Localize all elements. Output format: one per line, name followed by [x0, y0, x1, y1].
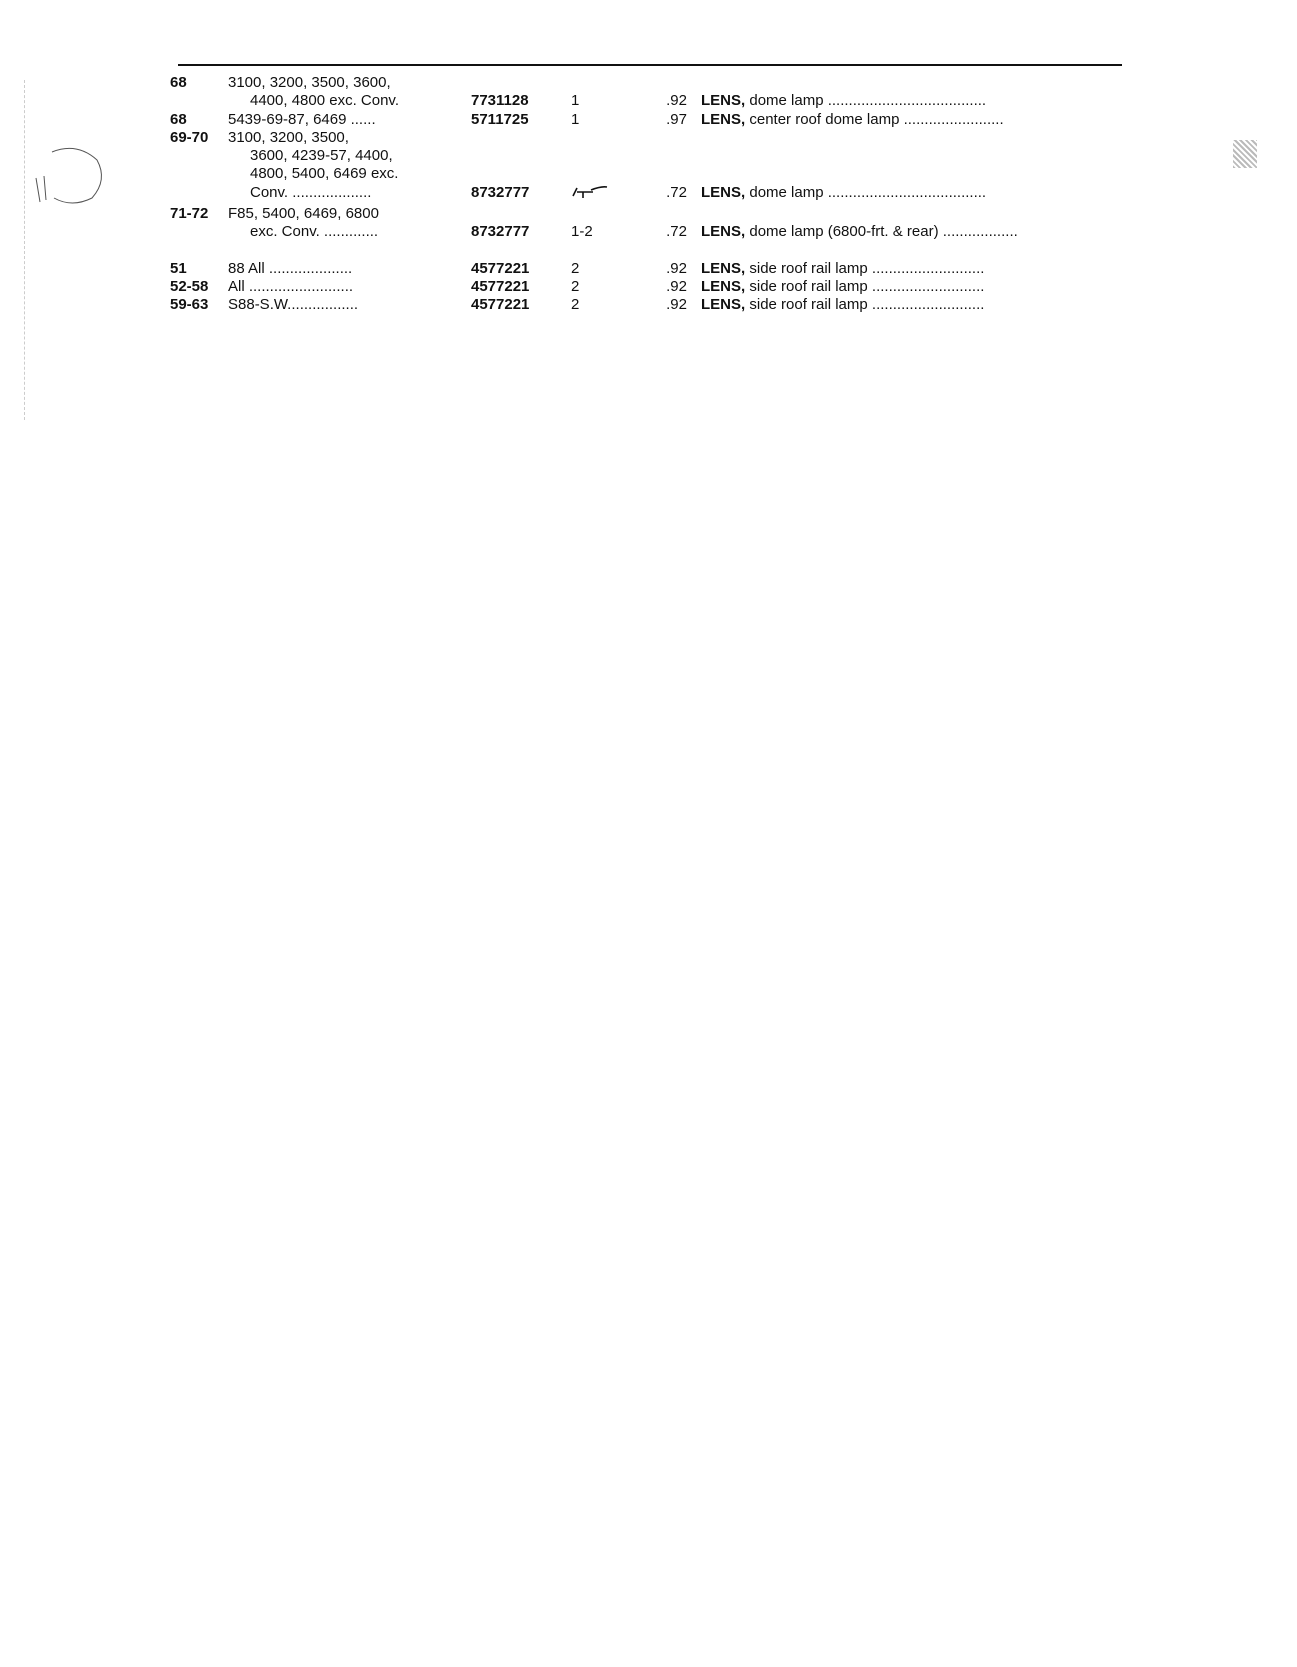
- table-row: [170, 129, 1122, 147]
- part-number-cell: 7731128: [471, 92, 529, 110]
- table-row: [170, 296, 1122, 314]
- description-name: LENS,: [701, 277, 746, 295]
- part-number-cell: [471, 147, 571, 165]
- description-cell: [701, 184, 1122, 205]
- description-text: side roof rail lamp ...........................: [745, 277, 985, 295]
- description-name: LENS,: [701, 183, 746, 201]
- description-cell: [701, 129, 1122, 147]
- quantity-cell: 2: [571, 296, 580, 314]
- quantity-cell: [571, 205, 633, 223]
- price-cell: [633, 74, 701, 92]
- binder-hole-mark: [22, 140, 112, 210]
- year-cell: [170, 165, 228, 183]
- price-cell: .72: [666, 183, 687, 201]
- top-rule: [178, 64, 1122, 66]
- price-cell: .92: [666, 259, 687, 277]
- table-row: [170, 260, 1122, 278]
- quantity-cell: [571, 129, 633, 147]
- edge-speckle: [1233, 140, 1257, 168]
- application-cell: 5439-69-87, 6469 ......: [228, 110, 376, 128]
- table-row: [170, 92, 1122, 110]
- part-number-cell: 4577221: [471, 296, 530, 314]
- price-cell: .92: [666, 277, 687, 295]
- part-number-cell: 8732777: [471, 183, 530, 201]
- description-name: LENS,: [701, 110, 746, 128]
- table-row: [170, 205, 1122, 223]
- quantity-cell: 1: [571, 110, 580, 128]
- part-number-cell: [471, 74, 571, 92]
- description-text: dome lamp ......................................: [745, 183, 987, 201]
- part-number-cell: [471, 129, 571, 147]
- price-cell: [633, 129, 701, 147]
- description-text: center roof dome lamp ........................: [745, 110, 1004, 128]
- description-cell: [701, 278, 1122, 296]
- price-cell: [633, 205, 701, 223]
- part-number-cell: [471, 205, 571, 223]
- year-cell: 71-72: [170, 205, 209, 223]
- table-row: [170, 165, 1122, 183]
- table-row: [170, 111, 1122, 129]
- parts-table: [170, 74, 1122, 315]
- application-cell: 4400, 4800 exc. Conv.: [250, 92, 399, 110]
- part-number-cell: [471, 165, 571, 183]
- description-name: LENS,: [701, 296, 746, 314]
- quantity-cell: 1-2: [571, 223, 593, 241]
- year-cell: [170, 184, 228, 205]
- application-cell: exc. Conv. .............: [250, 223, 379, 241]
- price-cell: .92: [666, 92, 687, 110]
- application-cell: 4800, 5400, 6469 exc.: [250, 165, 399, 183]
- description-name: LENS,: [701, 259, 746, 277]
- quantity-cell: [571, 74, 633, 92]
- description-cell: [701, 223, 1122, 241]
- application-cell: All .........................: [228, 277, 354, 295]
- part-number-cell: 4577221: [471, 259, 530, 277]
- application-cell: 88 All ....................: [228, 259, 353, 277]
- description-cell: [701, 74, 1122, 92]
- quantity-cell: 2: [571, 277, 580, 295]
- table-row: [170, 184, 1122, 205]
- description-cell: [701, 92, 1122, 110]
- description-text: dome lamp ......................................: [745, 92, 987, 110]
- quantity-cell: [571, 147, 633, 165]
- description-text: dome lamp (6800-frt. & rear) ..................: [745, 223, 1018, 241]
- price-cell: .72: [666, 223, 687, 241]
- application-cell: 3100, 3200, 3500, 3600,: [228, 74, 391, 91]
- quantity-cell: 2: [571, 259, 580, 277]
- year-cell: 51: [170, 259, 187, 277]
- application-cell: F85, 5400, 6469, 6800: [228, 205, 379, 223]
- description-text: side roof rail lamp ...........................: [745, 259, 985, 277]
- description-text: side roof rail lamp ...........................: [745, 296, 985, 314]
- part-number-cell: 8732777: [471, 223, 530, 241]
- year-cell: 68: [170, 74, 187, 91]
- application-cell: S88-S.W.................: [228, 296, 359, 314]
- description-cell: [701, 165, 1122, 183]
- table-row: [170, 278, 1122, 296]
- description-cell: [701, 260, 1122, 278]
- application-cell: Conv. ...................: [250, 183, 372, 201]
- year-cell: [170, 92, 228, 110]
- description-cell: [701, 205, 1122, 223]
- table-row: [170, 147, 1122, 165]
- left-edge-dash: [24, 80, 25, 420]
- table-row: [170, 74, 1122, 92]
- price-cell: .97: [666, 110, 687, 128]
- price-cell: [633, 147, 701, 165]
- part-number-cell: 4577221: [471, 277, 530, 295]
- year-cell: 52-58: [170, 277, 209, 295]
- description-name: LENS,: [701, 223, 746, 241]
- handwritten-check-mark: [571, 184, 611, 200]
- year-cell: 59-63: [170, 296, 209, 314]
- application-cell: 3600, 4239-57, 4400,: [250, 147, 393, 165]
- year-cell: 68: [170, 110, 187, 128]
- description-cell: [701, 111, 1122, 129]
- application-cell: 3100, 3200, 3500,: [228, 128, 349, 146]
- description-name: LENS,: [701, 92, 746, 110]
- year-cell: 69-70: [170, 128, 209, 146]
- year-cell: [170, 223, 228, 241]
- price-cell: .92: [666, 296, 687, 314]
- description-cell: [701, 296, 1122, 314]
- spacer-row: [170, 242, 1122, 260]
- quantity-cell: [571, 184, 633, 205]
- year-cell: [170, 147, 228, 165]
- part-number-cell: 5711725: [471, 110, 529, 128]
- price-cell: [633, 165, 701, 183]
- table-row: [170, 223, 1122, 241]
- quantity-cell: 1: [571, 92, 580, 110]
- quantity-cell: [571, 165, 633, 183]
- description-cell: [701, 147, 1122, 165]
